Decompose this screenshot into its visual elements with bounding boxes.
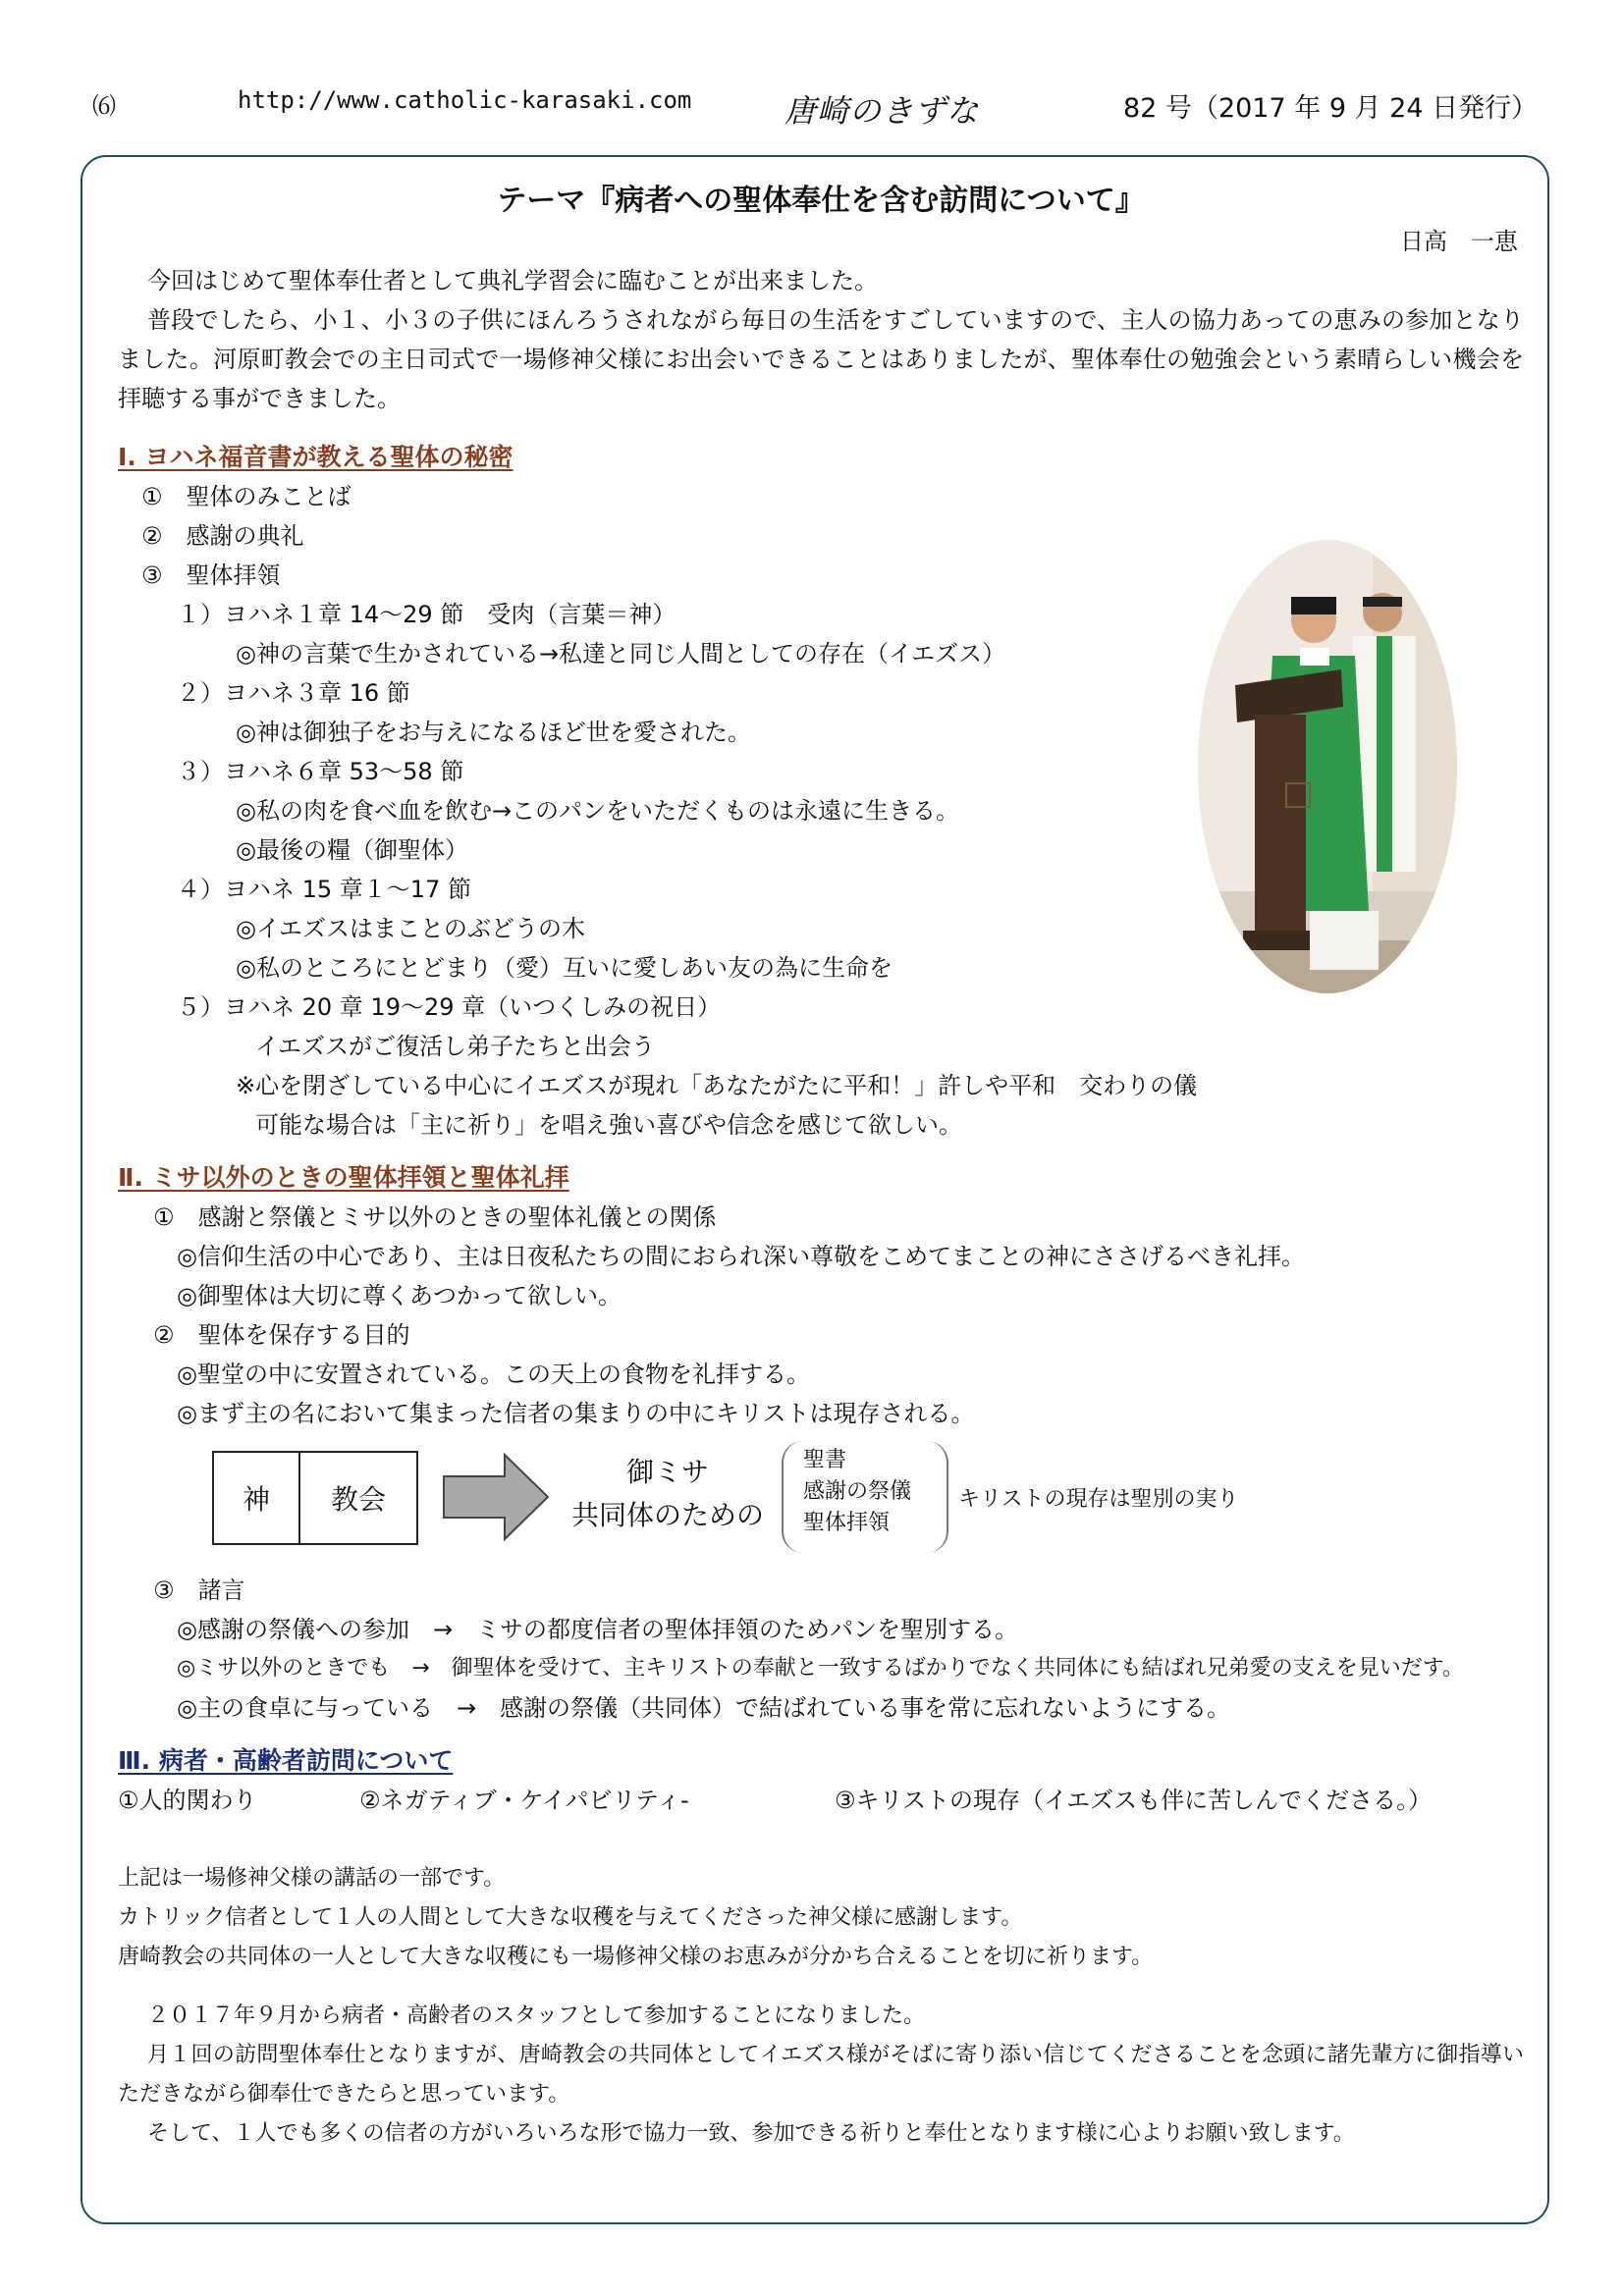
visit-point: ①人的関わり: [118, 1787, 257, 1814]
closing-line: 唐崎教会の共同体の一人として大きな収穫にも一場修神父様のお恵みが分かち合えることを切に祈ります。: [118, 1945, 1154, 1969]
visit-points: [118, 1781, 1524, 1820]
list-note: ◎聖堂の中に安置されている。この天上の食物を礼拝する。: [177, 1361, 810, 1388]
article-content: [118, 181, 1524, 2154]
god-box: 神: [212, 1451, 300, 1545]
list-note: ◎御聖体は大切に尊くあつかって欲しい。: [177, 1282, 622, 1309]
article-author: 日高 一恵: [1400, 228, 1518, 255]
section-heading-1: Ⅰ. ヨハネ福音書が教える聖体の秘密: [118, 443, 514, 471]
article-title: テーマ『病者への聖体奉仕を含む訪問について』: [497, 184, 1145, 218]
list-item: ③ 聖体拝領: [141, 561, 281, 589]
scripture-ref: ２）ヨハネ３章 16 節: [177, 679, 410, 707]
website-url[interactable]: http://www.catholic-karasaki.com: [238, 86, 692, 114]
scripture-ref: １）ヨハネ１章 14〜29 節 受肉（言葉＝神）: [177, 601, 676, 628]
scripture-ref: ３）ヨハネ６章 53〜58 節: [177, 758, 464, 785]
scripture-note: ◎イエズスはまことのぶどうの木: [236, 915, 585, 942]
list-note: ◎感謝の祭儀への参加 → ミサの都度信者の聖体拝領のためパンを聖別する。: [177, 1616, 1019, 1643]
mass-label-line: 共同体のための: [570, 1499, 764, 1531]
closing-paragraph: ２０１７年９月から病者・高齢者のスタッフとして参加することになりました。: [147, 2003, 926, 2028]
list-note: ◎まず主の名において集まった信者の集まりの中にキリストは現存される。: [177, 1400, 975, 1427]
church-box: 教会: [298, 1451, 418, 1545]
section-heading-2: Ⅱ. ミサ以外のときの聖体拝領と聖体礼拝: [118, 1163, 569, 1192]
scripture-note: ◎私の肉を食べ血を飲む→このパンをいただくものは永遠に生きる。: [236, 797, 960, 825]
closing-paragraph: 月１回の訪問聖体奉仕となりますが、唐崎教会の共同体としてイエズス様がそばに寄り添い信じてくださることを念頭に諸先輩方に御指導いただきながら御奉仕できたらと思っています。: [118, 2043, 1524, 2107]
scripture-ref: ５）ヨハネ 20 章 19〜29 章（いつくしみの祝日）: [177, 993, 722, 1021]
closing-line: 上記は一場修神父様の講話の一部です。: [118, 1866, 506, 1891]
list-item: ② 聖体を保存する目的: [153, 1321, 410, 1349]
presence-diagram: [118, 1433, 1524, 1571]
list-item: ③ 諸言: [153, 1576, 245, 1604]
brace-item: 感謝の祭儀: [803, 1479, 912, 1504]
intro-paragraph: 今回はじめて聖体奉仕者として典礼学習会に臨むことが出来ました。: [147, 267, 878, 294]
brace-group: [782, 1441, 948, 1553]
closing-line: カトリック信者として１人の人間として大きな収穫を与えてくださった神父様に感謝します。: [118, 1905, 1023, 1930]
mass-label-line: 御ミサ: [625, 1456, 709, 1488]
list-item: ① 聖体のみことば: [141, 483, 352, 510]
page-header: [92, 86, 1545, 130]
presence-label: キリストの現存は聖別の実り: [958, 1487, 1239, 1512]
right-arrow-icon: [442, 1453, 550, 1541]
page-number: ⑹: [92, 92, 116, 120]
remark: 可能な場合は「主に祈り」を唱え強い喜びや信念を感じて欲しい。: [255, 1111, 962, 1139]
scripture-ref: ４）ヨハネ 15 章１〜17 節: [177, 876, 471, 903]
list-note: ◎ミサ以外のときでも → 御聖体を受けて、主キリストの奉献と一致するばかりでなく共同体にも結ばれ兄弟愛の支えを見いだす。: [177, 1656, 1464, 1681]
issue-info: 82 号（2017 年 9 月 24 日発行）: [1123, 93, 1539, 124]
list-note: ◎主の食卓に与っている → 感謝の祭儀（共同体）で結ばれている事を常に忘れないようにする。: [177, 1694, 1231, 1722]
scripture-note: ◎神は御独子をお与えになるほど世を愛された。: [236, 719, 751, 746]
visit-point: ②ネガティブ・ケイパビリティ-: [359, 1787, 689, 1814]
scripture-note: ◎神の言葉で生かされている→私達と同じ人間としての存在（イエズス）: [236, 640, 1006, 667]
remark: ※心を閉ざしている中心にイエズスが現れ「あなたがたに平和！」許しや平和 交わりの儀: [236, 1072, 1198, 1099]
scripture-note: イエズスがご復活し弟子たちと出会う: [255, 1033, 656, 1060]
list-item: ① 感謝と祭儀とミサ以外のときの聖体礼儀との関係: [153, 1203, 717, 1231]
list-item: ② 感謝の典礼: [141, 522, 304, 550]
intro-paragraph: 普段でしたら、小１、小３の子供にほんろうされながら毎日の生活をすごしていますので、主人の協力あっての恵みの参加となりました。河原町教会での主日司式で一場修神父様にお出会いできることはありましたが、聖体奉仕の勉強会という素晴らしい機会を拝聴する事ができました。: [118, 306, 1524, 412]
section-heading-3: Ⅲ. 病者・高齢者訪問について: [118, 1746, 454, 1775]
newsletter-logo: 唐崎のきずな: [784, 92, 980, 130]
list-note: ◎信仰生活の中心であり、主は日夜私たちの間におられ深い尊敬をこめてまことの神にささげるべき礼拝。: [177, 1243, 1305, 1270]
brace-item: 聖体拝領: [803, 1511, 891, 1535]
visit-point: ③キリストの現存（イエズスも伴に苦しんでくださる。）: [835, 1787, 1433, 1814]
scripture-note: ◎私のところにとどまり（愛）互いに愛しあい友の為に生命を: [236, 954, 893, 982]
scripture-note: ◎最後の糧（御聖体）: [236, 836, 468, 864]
brace-item: 聖書: [803, 1448, 847, 1472]
closing-paragraph: そして、１人でも多くの信者の方がいろいろな形で協力一致、参加できる祈りと奉仕となります様に心よりお願い致します。: [147, 2121, 1355, 2146]
mass-label: [560, 1451, 776, 1537]
